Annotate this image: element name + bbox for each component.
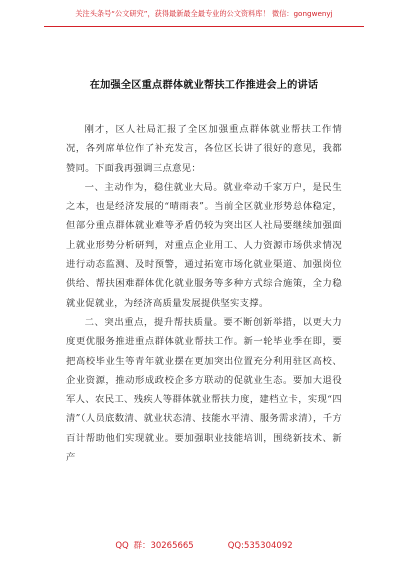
footer-qq: QQ:535304092 — [227, 541, 293, 551]
footer-contact — [0, 539, 408, 551]
document-title: 在加强全区重点群体就业帮扶工作推进会上的讲话 — [89, 79, 319, 91]
header-notice: 关注头条号“公文研究”，获得最新最全最专业的公文资料库！ 微信：gongwenyj — [75, 9, 333, 18]
document-body — [66, 120, 342, 467]
footer-qq-group: QQ 群：30265665 — [115, 541, 194, 551]
paragraph-point-two: 二、突出重点，提升帮扶质量。要不断创新举措，以更大力度更优服务推进重点群体就业帮扶工作。新一轮毕业季在即，要把高校毕业生等青年就业摆在更加突出位置充分利用驻区高校、企业资源，推动形成政校企多方联动的促就业生态。要加大退役军人、农民工、残疾人等群体就业帮扶力度，建档立卡，实现“四清”（人员底数清、就业状态清、技能水平清、服务需求清），千方百计帮助他们实现就业。要加强职业技能培训，围绕新技术、新产 — [66, 316, 342, 464]
paragraph-point-one: 一、主动作为，稳住就业大局。就业牵动千家万户，是民生之本，也是经济发展的“晴雨表”。当前全区就业形势总体稳定，但部分重点群体就业难等矛盾仍较为突出区人社局要继续加强面上就业形势分析研判，对重点企业用工、人力资源市场供求情况进行动态监测、及时预警，通过拓宽市场化就业渠道、加强岗位供给、帮扶困难群体优化就业服务等多种方式综合施策，全力稳就业促就业，为经济高质量发展提供坚实支撑。 — [66, 181, 342, 309]
header-divider — [44, 26, 364, 27]
paragraph-intro: 刚才，区人社局汇报了全区加强重点群体就业帮扶工作情况，各列席单位作了补充发言，各位区长讲了很好的意见，我都赞同。下面我再强调三点意见： — [66, 124, 342, 174]
